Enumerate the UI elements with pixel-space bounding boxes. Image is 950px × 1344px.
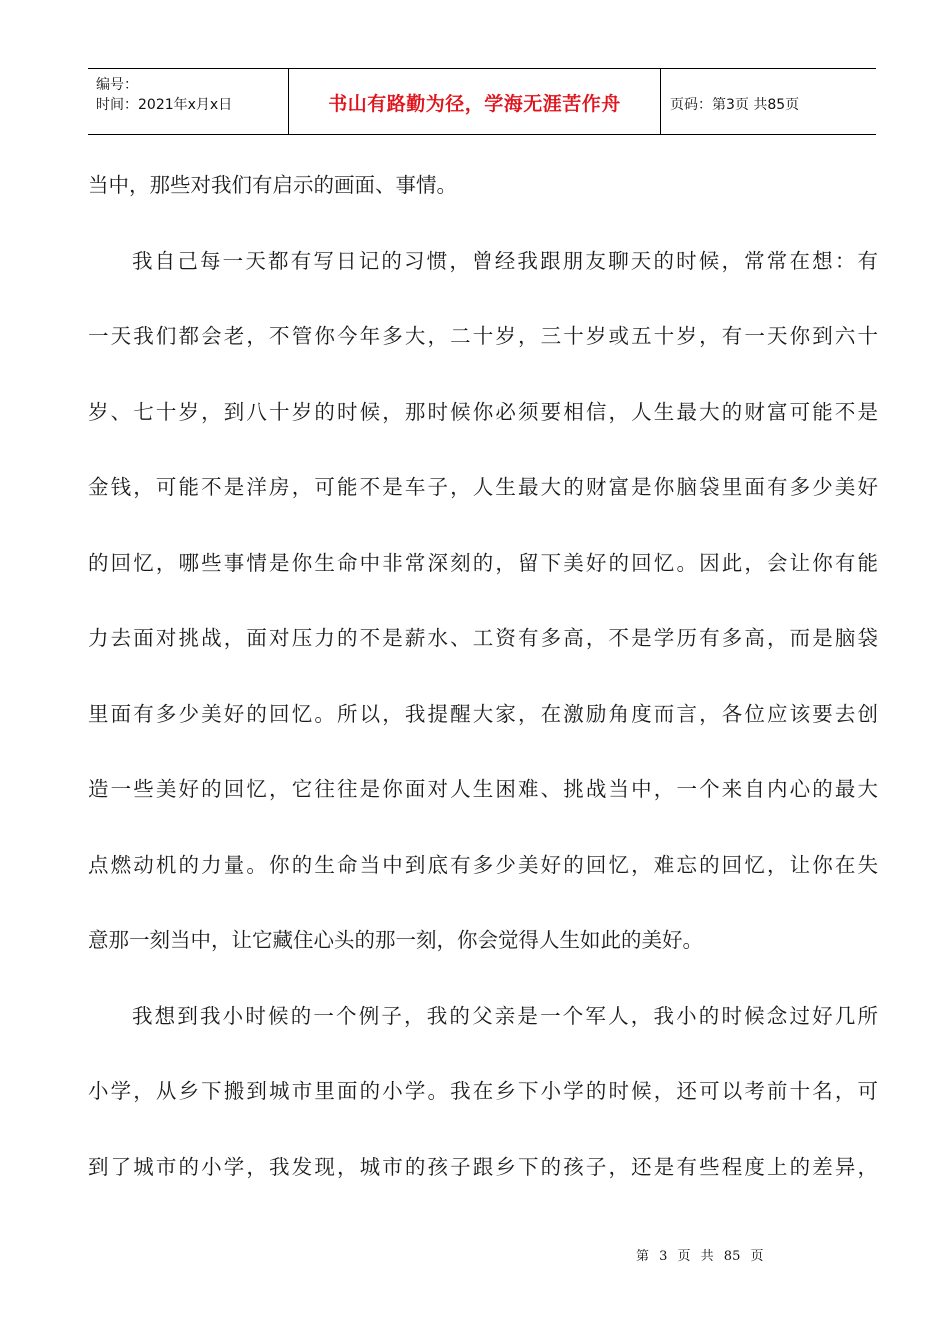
body-line: 力去面对挑战，面对压力的不是薪水、工资有多高，不是学历有多高，而是脑袋 bbox=[88, 626, 878, 650]
header-motto: 书山有路勤为径，学海无涯苦作舟 bbox=[328, 93, 621, 115]
body-line: 造一些美好的回忆，它往往是你面对人生困难、挑战当中，一个来自内心的最大 bbox=[88, 777, 878, 801]
body-line: 金钱，可能不是洋房，可能不是车子，人生最大的财富是你脑袋里面有多少美好 bbox=[88, 475, 878, 499]
header-meta bbox=[96, 75, 288, 115]
body-line: 到了城市的小学，我发现，城市的孩子跟乡下的孩子，还是有些程度上的差异， bbox=[88, 1154, 878, 1179]
body-line: 当中，那些对我们有启示的画面、事情。 bbox=[88, 173, 457, 197]
document-number-label: 编号： bbox=[96, 77, 138, 93]
body-line: 一天我们都会老，不管你今年多大，二十岁，三十岁或五十岁，有一天你到六十 bbox=[88, 324, 878, 348]
body-line: 意那一刻当中，让它藏住心头的那一刻，你会觉得人生如此的美好。 bbox=[88, 928, 703, 952]
page-header bbox=[88, 68, 876, 135]
body-line: 我自己每一天都有写日记的习惯，曾经我跟朋友聊天的时候，常常在想：有 bbox=[132, 248, 878, 273]
body-line: 小学，从乡下搬到城市里面的小学。我在乡下小学的时候，还可以考前十名，可 bbox=[88, 1079, 878, 1103]
body-line: 里面有多少美好的回忆。所以，我提醒大家，在激励角度而言，各位应该要去创 bbox=[88, 701, 878, 726]
document-body bbox=[88, 152, 878, 1209]
body-line: 岁、七十岁，到八十岁的时候，那时候你必须要相信，人生最大的财富可能不是 bbox=[88, 399, 878, 424]
body-line: 点燃动机的力量。你的生命当中到底有多少美好的回忆，难忘的回忆，让你在失 bbox=[88, 852, 878, 877]
document-time-label: 时间：2021年x月x日 bbox=[96, 97, 233, 113]
body-line: 的回忆，哪些事情是你生命中非常深刻的，留下美好的回忆。因此，会让你有能 bbox=[88, 550, 878, 575]
header-page-info: 页码：第3页 共85页 bbox=[670, 97, 800, 113]
page-footer: 第 3 页 共 85 页 bbox=[636, 1249, 764, 1264]
header-divider-right bbox=[660, 69, 661, 134]
body-line: 我想到我小时候的一个例子，我的父亲是一个军人，我小的时候念过好几所 bbox=[132, 1003, 878, 1028]
